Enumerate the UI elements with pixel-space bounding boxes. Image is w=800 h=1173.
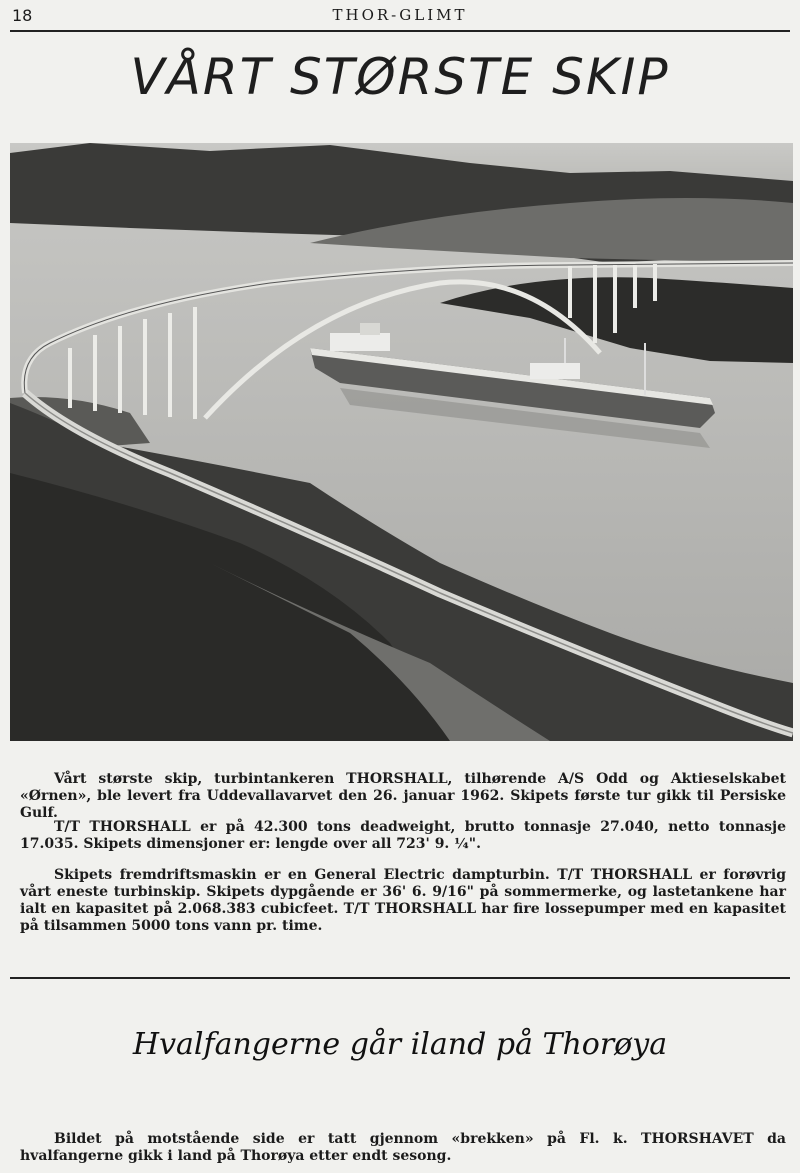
section-rule: [10, 977, 790, 979]
article-paragraph-3: Skipets fremdriftsmaskin er en General Electric dampturbin. T/T THORSHALL er forøvrig vårt eneste turbinskip. Skipets dypgående er 36' 6. 9/16" på sommermerke, og lastetankene har ialt en kapasitet på 2.068.383 cubicfeet. T/T THORSHALL har fire lossepumper med en kapasitet på tilsammen 5000 tons vann pr. time.: [20, 867, 786, 934]
page-number: 18: [12, 6, 33, 25]
header-rule: [10, 30, 790, 32]
article-paragraph-2: T/T THORSHALL er på 42.300 tons deadweight, brutto tonnasje 27.040, netto tonnasje 17.035. Skipets dimensjoner er: lengde over all 723' 9. ¼".: [20, 819, 786, 852]
section-paragraph: Bildet på motstående side er tatt gjennom «brekken» på Fl. k. THORSHAVET da hvalfangerne gikk i land på Thorøya etter endt sesong.: [20, 1131, 786, 1164]
ship-bridge-photo: [10, 143, 793, 741]
article-paragraph-1: Vårt største skip, turbintankeren THORSHALL, tilhørende A/S Odd og Aktieselskabet «Ørnen», ble levert fra Uddevallavarvet den 26. januar 1962. Skipets første tur gikk til Persiske Gulf.: [20, 771, 786, 821]
section-headline: Hvalfangerne går iland på Thorøya: [132, 1027, 668, 1062]
running-title: THOR-GLIMT: [332, 6, 468, 24]
article-headline: VÅRT STØRSTE SKIP: [130, 48, 670, 106]
